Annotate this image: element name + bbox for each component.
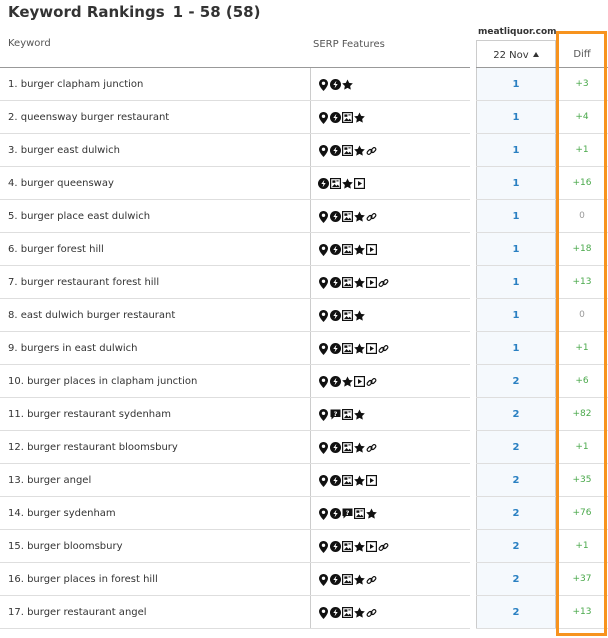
- diff-cell: +1: [575, 343, 589, 353]
- range-text: 1 - 58 (58): [172, 3, 261, 21]
- pin-icon: [318, 409, 329, 421]
- star-icon: [354, 607, 365, 619]
- table-row[interactable]: [0, 464, 608, 497]
- image-icon: [342, 310, 353, 322]
- serp-features-cell: [310, 68, 470, 101]
- serp-features-cell: [310, 497, 470, 530]
- star-icon: [354, 112, 365, 124]
- local-icon: [330, 574, 341, 586]
- link-icon: [366, 442, 377, 454]
- image-icon: [342, 244, 353, 256]
- local-icon: [330, 112, 341, 124]
- keyword-cell[interactable]: 4. burger queensway: [8, 178, 114, 189]
- keyword-cell[interactable]: 15. burger bloomsbury: [8, 541, 123, 552]
- pin-icon: [318, 244, 329, 256]
- pin-icon: [318, 574, 329, 586]
- keyword-cell[interactable]: 14. burger sydenham: [8, 508, 116, 519]
- position-cell[interactable]: 2: [476, 464, 556, 497]
- star-icon: [354, 310, 365, 322]
- video-icon: [366, 541, 377, 553]
- column-header-keyword[interactable]: Keyword: [8, 38, 51, 49]
- image-icon: [342, 145, 353, 157]
- pin-icon: [318, 211, 329, 223]
- link-icon: [366, 211, 377, 223]
- table-row[interactable]: [0, 68, 608, 101]
- diff-cell: +18: [572, 244, 592, 254]
- position-cell[interactable]: 1: [476, 68, 556, 101]
- table-row[interactable]: [0, 299, 608, 332]
- star-icon: [342, 79, 353, 91]
- column-header-domain: meatliquor.com: [478, 27, 557, 37]
- diff-cell: +3: [575, 79, 589, 89]
- diff-cell: +13: [572, 607, 592, 617]
- keyword-cell[interactable]: 13. burger angel: [8, 475, 92, 486]
- serp-features-cell: [310, 332, 470, 365]
- sort-arrow-up-icon: [533, 52, 539, 57]
- position-cell[interactable]: 1: [476, 167, 556, 200]
- column-header-date[interactable]: [476, 40, 556, 68]
- svg-text:?: ?: [333, 409, 338, 418]
- link-icon: [378, 343, 389, 355]
- diff-cell: +76: [572, 508, 592, 518]
- pin-icon: [318, 145, 329, 157]
- link-icon: [366, 145, 377, 157]
- serp-features-cell: [310, 464, 470, 497]
- diff-cell: 0: [579, 211, 585, 221]
- keyword-cell[interactable]: 17. burger restaurant angel: [8, 607, 147, 618]
- keyword-cell[interactable]: 8. east dulwich burger restaurant: [8, 310, 176, 321]
- table-row[interactable]: [0, 530, 608, 563]
- star-icon: [354, 541, 365, 553]
- link-icon: [366, 574, 377, 586]
- pin-icon: [318, 376, 329, 388]
- question-icon: [342, 508, 353, 520]
- table-row[interactable]: [0, 200, 608, 233]
- pin-icon: [318, 541, 329, 553]
- diff-cell: +13: [572, 277, 592, 287]
- position-cell[interactable]: 1: [476, 200, 556, 233]
- image-icon: [354, 508, 365, 520]
- local-icon: [330, 79, 341, 91]
- table-row[interactable]: [0, 134, 608, 167]
- diff-cell: +35: [572, 475, 592, 485]
- diff-cell: 0: [579, 310, 585, 320]
- image-icon: [342, 541, 353, 553]
- pin-icon: [318, 343, 329, 355]
- diff-cell: +1: [575, 541, 589, 551]
- local-icon: [330, 145, 341, 157]
- pin-icon: [318, 112, 329, 124]
- keyword-cell[interactable]: 11. burger restaurant sydenham: [8, 409, 171, 420]
- table-row[interactable]: [0, 596, 608, 629]
- image-icon: [342, 343, 353, 355]
- serp-features-cell: [310, 530, 470, 563]
- position-cell[interactable]: 2: [476, 596, 556, 629]
- link-icon: [378, 277, 389, 289]
- keyword-cell[interactable]: 7. burger restaurant forest hill: [8, 277, 160, 288]
- star-icon: [354, 574, 365, 586]
- local-icon: [330, 541, 341, 553]
- page-title: [8, 3, 260, 25]
- row-divider-right: [476, 628, 608, 629]
- image-icon: [342, 607, 353, 619]
- serp-features-cell: [310, 101, 470, 134]
- link-icon: [366, 376, 377, 388]
- row-divider: [0, 628, 470, 629]
- star-icon: [354, 244, 365, 256]
- star-icon: [342, 178, 353, 190]
- pin-icon: [318, 277, 329, 289]
- local-icon: [330, 376, 341, 388]
- image-icon: [342, 112, 353, 124]
- image-icon: [342, 475, 353, 487]
- video-icon: [366, 343, 377, 355]
- image-icon: [330, 178, 341, 190]
- diff-cell: +1: [575, 442, 589, 452]
- video-icon: [366, 475, 377, 487]
- star-icon: [354, 211, 365, 223]
- position-cell[interactable]: 2: [476, 497, 556, 530]
- local-icon: [330, 475, 341, 487]
- star-icon: [354, 145, 365, 157]
- serp-features-cell: [310, 233, 470, 266]
- image-icon: [342, 442, 353, 454]
- star-icon: [354, 277, 365, 289]
- local-icon: [330, 607, 341, 619]
- serp-features-cell: [310, 266, 470, 299]
- table-row[interactable]: [0, 365, 608, 398]
- keyword-cell[interactable]: 16. burger places in forest hill: [8, 574, 158, 585]
- date-label: 22 Nov: [493, 50, 529, 61]
- link-icon: [378, 541, 389, 553]
- video-icon: [354, 376, 365, 388]
- position-cell[interactable]: 2: [476, 563, 556, 596]
- image-icon: [342, 211, 353, 223]
- table-row[interactable]: [0, 167, 608, 200]
- position-cell[interactable]: 1: [476, 332, 556, 365]
- star-icon: [366, 508, 377, 520]
- local-icon: [318, 178, 329, 190]
- table-row[interactable]: [0, 233, 608, 266]
- diff-cell: +1: [575, 145, 589, 155]
- keyword-cell[interactable]: 9. burgers in east dulwich: [8, 343, 138, 354]
- position-cell[interactable]: 2: [476, 398, 556, 431]
- position-cell[interactable]: 1: [476, 299, 556, 332]
- local-icon: [330, 211, 341, 223]
- diff-cell: +4: [575, 112, 589, 122]
- video-icon: [366, 244, 377, 256]
- keyword-cell[interactable]: 3. burger east dulwich: [8, 145, 120, 156]
- position-cell[interactable]: 1: [476, 101, 556, 134]
- serp-features-cell: [310, 365, 470, 398]
- diff-cell: +37: [572, 574, 592, 584]
- table-row[interactable]: [0, 497, 608, 530]
- local-icon: [330, 508, 341, 520]
- pin-icon: [318, 607, 329, 619]
- column-header-diff[interactable]: Diff: [573, 49, 591, 60]
- table-row[interactable]: [0, 563, 608, 596]
- link-icon: [366, 607, 377, 619]
- table-row[interactable]: [0, 266, 608, 299]
- serp-features-cell: [310, 431, 470, 464]
- keyword-cell[interactable]: 5. burger place east dulwich: [8, 211, 151, 222]
- serp-features-cell: [310, 398, 470, 431]
- serp-features-cell: [310, 134, 470, 167]
- position-cell[interactable]: 1: [476, 266, 556, 299]
- local-icon: [330, 277, 341, 289]
- table-row[interactable]: [0, 332, 608, 365]
- title-text: Keyword Rankings: [8, 3, 165, 21]
- star-icon: [354, 343, 365, 355]
- table-row[interactable]: [0, 101, 608, 134]
- image-icon: [342, 277, 353, 289]
- keyword-cell[interactable]: 1. burger clapham junction: [8, 79, 144, 90]
- keyword-cell[interactable]: 10. burger places in clapham junction: [8, 376, 198, 387]
- pin-icon: [318, 508, 329, 520]
- position-cell[interactable]: 1: [476, 233, 556, 266]
- pin-icon: [318, 79, 329, 91]
- question-icon: [330, 409, 341, 421]
- video-icon: [366, 277, 377, 289]
- diff-cell: +82: [572, 409, 592, 419]
- star-icon: [354, 442, 365, 454]
- pin-icon: [318, 310, 329, 322]
- position-cell[interactable]: 2: [476, 530, 556, 563]
- serp-features-cell: [310, 167, 470, 200]
- star-icon: [354, 409, 365, 421]
- local-icon: [330, 244, 341, 256]
- local-icon: [330, 310, 341, 322]
- keyword-cell[interactable]: 2. queensway burger restaurant: [8, 112, 170, 123]
- local-icon: [330, 343, 341, 355]
- pin-icon: [318, 442, 329, 454]
- svg-text:?: ?: [345, 508, 350, 517]
- keyword-cell[interactable]: 12. burger restaurant bloomsbury: [8, 442, 178, 453]
- diff-cell: +6: [575, 376, 589, 386]
- pin-icon: [318, 475, 329, 487]
- diff-cell: +16: [572, 178, 592, 188]
- position-cell[interactable]: 2: [476, 365, 556, 398]
- serp-features-cell: [310, 200, 470, 233]
- keyword-cell[interactable]: 6. burger forest hill: [8, 244, 104, 255]
- table-row[interactable]: [0, 431, 608, 464]
- image-icon: [342, 409, 353, 421]
- serp-features-cell: [310, 563, 470, 596]
- column-header-serp-features[interactable]: SERP Features: [313, 39, 385, 50]
- serp-features-cell: [310, 596, 470, 629]
- star-icon: [342, 376, 353, 388]
- serp-features-cell: [310, 299, 470, 332]
- video-icon: [354, 178, 365, 190]
- position-cell[interactable]: 1: [476, 134, 556, 167]
- table-row[interactable]: [0, 398, 608, 431]
- position-cell[interactable]: 2: [476, 431, 556, 464]
- local-icon: [330, 442, 341, 454]
- image-icon: [342, 574, 353, 586]
- star-icon: [354, 475, 365, 487]
